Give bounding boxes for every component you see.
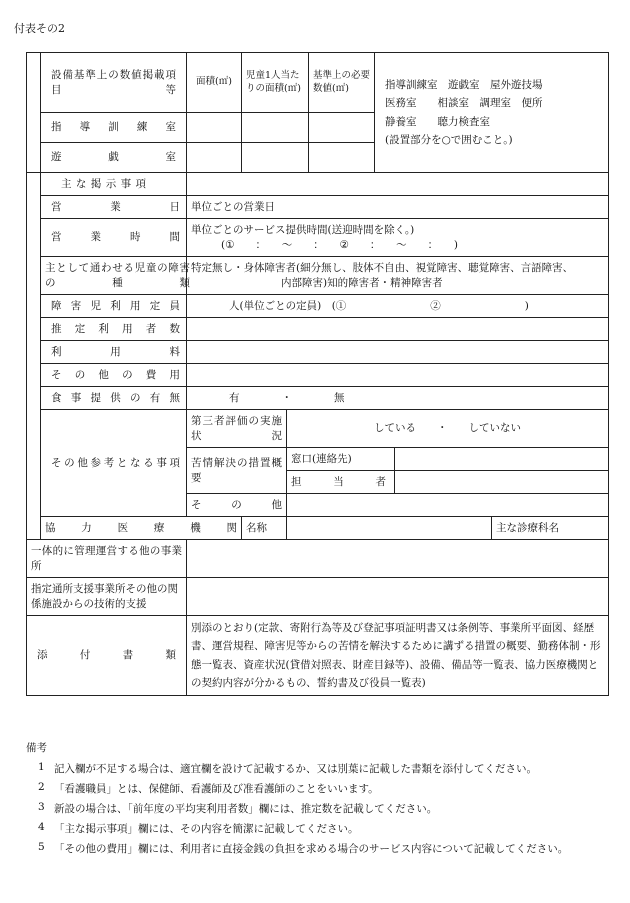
- main-notices-value[interactable]: [187, 173, 609, 196]
- notes-section: [26, 740, 616, 861]
- business-hours-label: 営業時間: [51, 231, 180, 244]
- required-value-header: 基準上の必要数値(㎡): [309, 53, 375, 113]
- complaint-label: 苦情解決の措置概要: [187, 448, 287, 494]
- room-play-per-child[interactable]: [242, 143, 309, 173]
- room-training-label: 指導訓練室: [51, 121, 176, 134]
- business-hours-text: 単位ごとのサービス提供時間(送迎時間を除く。): [191, 224, 415, 237]
- other-reference-label: その他参考となる事項: [41, 410, 187, 517]
- attachment-label: 添付書類: [27, 616, 187, 696]
- tech-support-value[interactable]: [187, 578, 609, 616]
- other-cost-value[interactable]: [187, 364, 609, 387]
- coop-name-value[interactable]: [287, 517, 492, 540]
- disability-type-line-1: 特定無し・身体障害者(細分無し、肢体不自由、視覚障害、聴覚障害、言語障害、: [191, 262, 574, 275]
- fee-label: 利用料: [51, 345, 180, 358]
- per-child-area-header: 児童1人当たりの面積(㎡): [242, 53, 309, 113]
- notes-heading: 備考: [26, 742, 47, 754]
- note-item: 4 「主な掲示事項」欄には、その内容を簡潔に記載してください。: [38, 821, 359, 835]
- unified-facility-value[interactable]: [187, 540, 609, 578]
- business-day-value[interactable]: 単位ごとの営業日: [187, 196, 609, 219]
- other-item-value[interactable]: [287, 494, 609, 517]
- complaint-person-label: 担当者: [287, 471, 395, 494]
- note-item: 1 記入欄が不足する場合は、適宜欄を設けて記載するか、又は別葉に記載した書類を添付してください。: [38, 761, 537, 775]
- coop-name-label: 名称: [242, 517, 287, 540]
- third-party-value[interactable]: している ・ していない: [287, 410, 609, 448]
- area-header: 面積(㎡): [187, 53, 242, 113]
- disability-type-value[interactable]: [187, 257, 609, 295]
- note-item: 2 「看護職員」とは、保健師、看護師及び准看護師のことをいいます。: [38, 781, 379, 795]
- business-day-label: 営業日: [51, 200, 180, 213]
- room-list-cell[interactable]: [375, 53, 609, 173]
- disability-type-line-2: 内部障害)知的障害者・精神障害者: [281, 276, 443, 289]
- form-title: 付表その2: [14, 22, 65, 35]
- room-play-required[interactable]: [309, 143, 375, 173]
- other-item-label: その他: [187, 494, 287, 517]
- room-training-per-child[interactable]: [242, 113, 309, 143]
- attachment-value[interactable]: 別添のとおり(定款、寄附行為等及び登記事項証明書又は条例等、事業所平面図、経歴書、運営規程、障害児等からの苦情を解決するために講ずる措置の概要、勤務体制・形態一覧表、資産状況(貸借対照表、財産目録等)、設備、備品等一覧表、協力医療機関との契約内容が分かるもの、誓約書及び役員一覧表): [187, 616, 609, 696]
- room-training-required[interactable]: [309, 113, 375, 143]
- tech-support-label: 指定通所支援事業所その他の関係施設からの技術的支援: [27, 578, 187, 616]
- business-hours-slots: (① ： ～ ： ② ： ～ ： ): [221, 238, 459, 251]
- complaint-window-value[interactable]: [395, 448, 609, 471]
- fee-value[interactable]: [187, 341, 609, 364]
- room-training-area[interactable]: [187, 113, 242, 143]
- complaint-window-label: 窓口(連絡先): [287, 448, 395, 471]
- other-cost-label: その他の費用: [51, 368, 180, 381]
- note-item: 3 新設の場合は、「前年度の平均実利用者数」欄には、推定数を記載してください。: [38, 801, 438, 815]
- coop-dept-label: 主な診療科名: [492, 517, 609, 540]
- estimated-users-value[interactable]: [187, 318, 609, 341]
- estimated-users-label: 推定利用者数: [51, 322, 180, 335]
- room-play-label: 遊戯室: [51, 151, 176, 164]
- room-list-line-2: 医務室 相談室 調理室 便所: [385, 97, 543, 110]
- coop-medical-label: 協力医療機関: [41, 517, 242, 540]
- room-list-note: (設置部分を○で囲むこと。): [385, 133, 513, 146]
- room-list-line-1: 指導訓練室 遊戯室 屋外遊技場: [385, 79, 543, 92]
- capacity-label: 障害児利用定員: [51, 299, 180, 312]
- note-item: 5 「その他の費用」欄には、利用者に直接金銭の負担を求める場合のサービス内容について記載してください。: [38, 841, 569, 855]
- complaint-person-value[interactable]: [395, 471, 609, 494]
- unified-facility-label: 一体的に管理運営する他の事業所: [27, 540, 187, 578]
- main-notices-label: 主な掲示事項: [61, 177, 146, 190]
- room-play-area[interactable]: [187, 143, 242, 173]
- meal-value[interactable]: 有 ・ 無: [187, 387, 609, 410]
- disability-type-label: 主として通わせる児童の障害の種類: [41, 257, 187, 295]
- room-list-line-3: 静養室 聴力検査室: [385, 115, 490, 128]
- meal-label: 食事提供の有無: [51, 391, 180, 404]
- capacity-value[interactable]: 人(単位ごとの定員) (① ② ): [187, 295, 609, 318]
- equip-header-label: 設備基準上の数値掲載項目等: [41, 53, 187, 113]
- third-party-label: 第三者評価の実施状況: [187, 410, 287, 448]
- facility-form-table: [26, 52, 609, 696]
- business-hours-value[interactable]: [187, 219, 609, 257]
